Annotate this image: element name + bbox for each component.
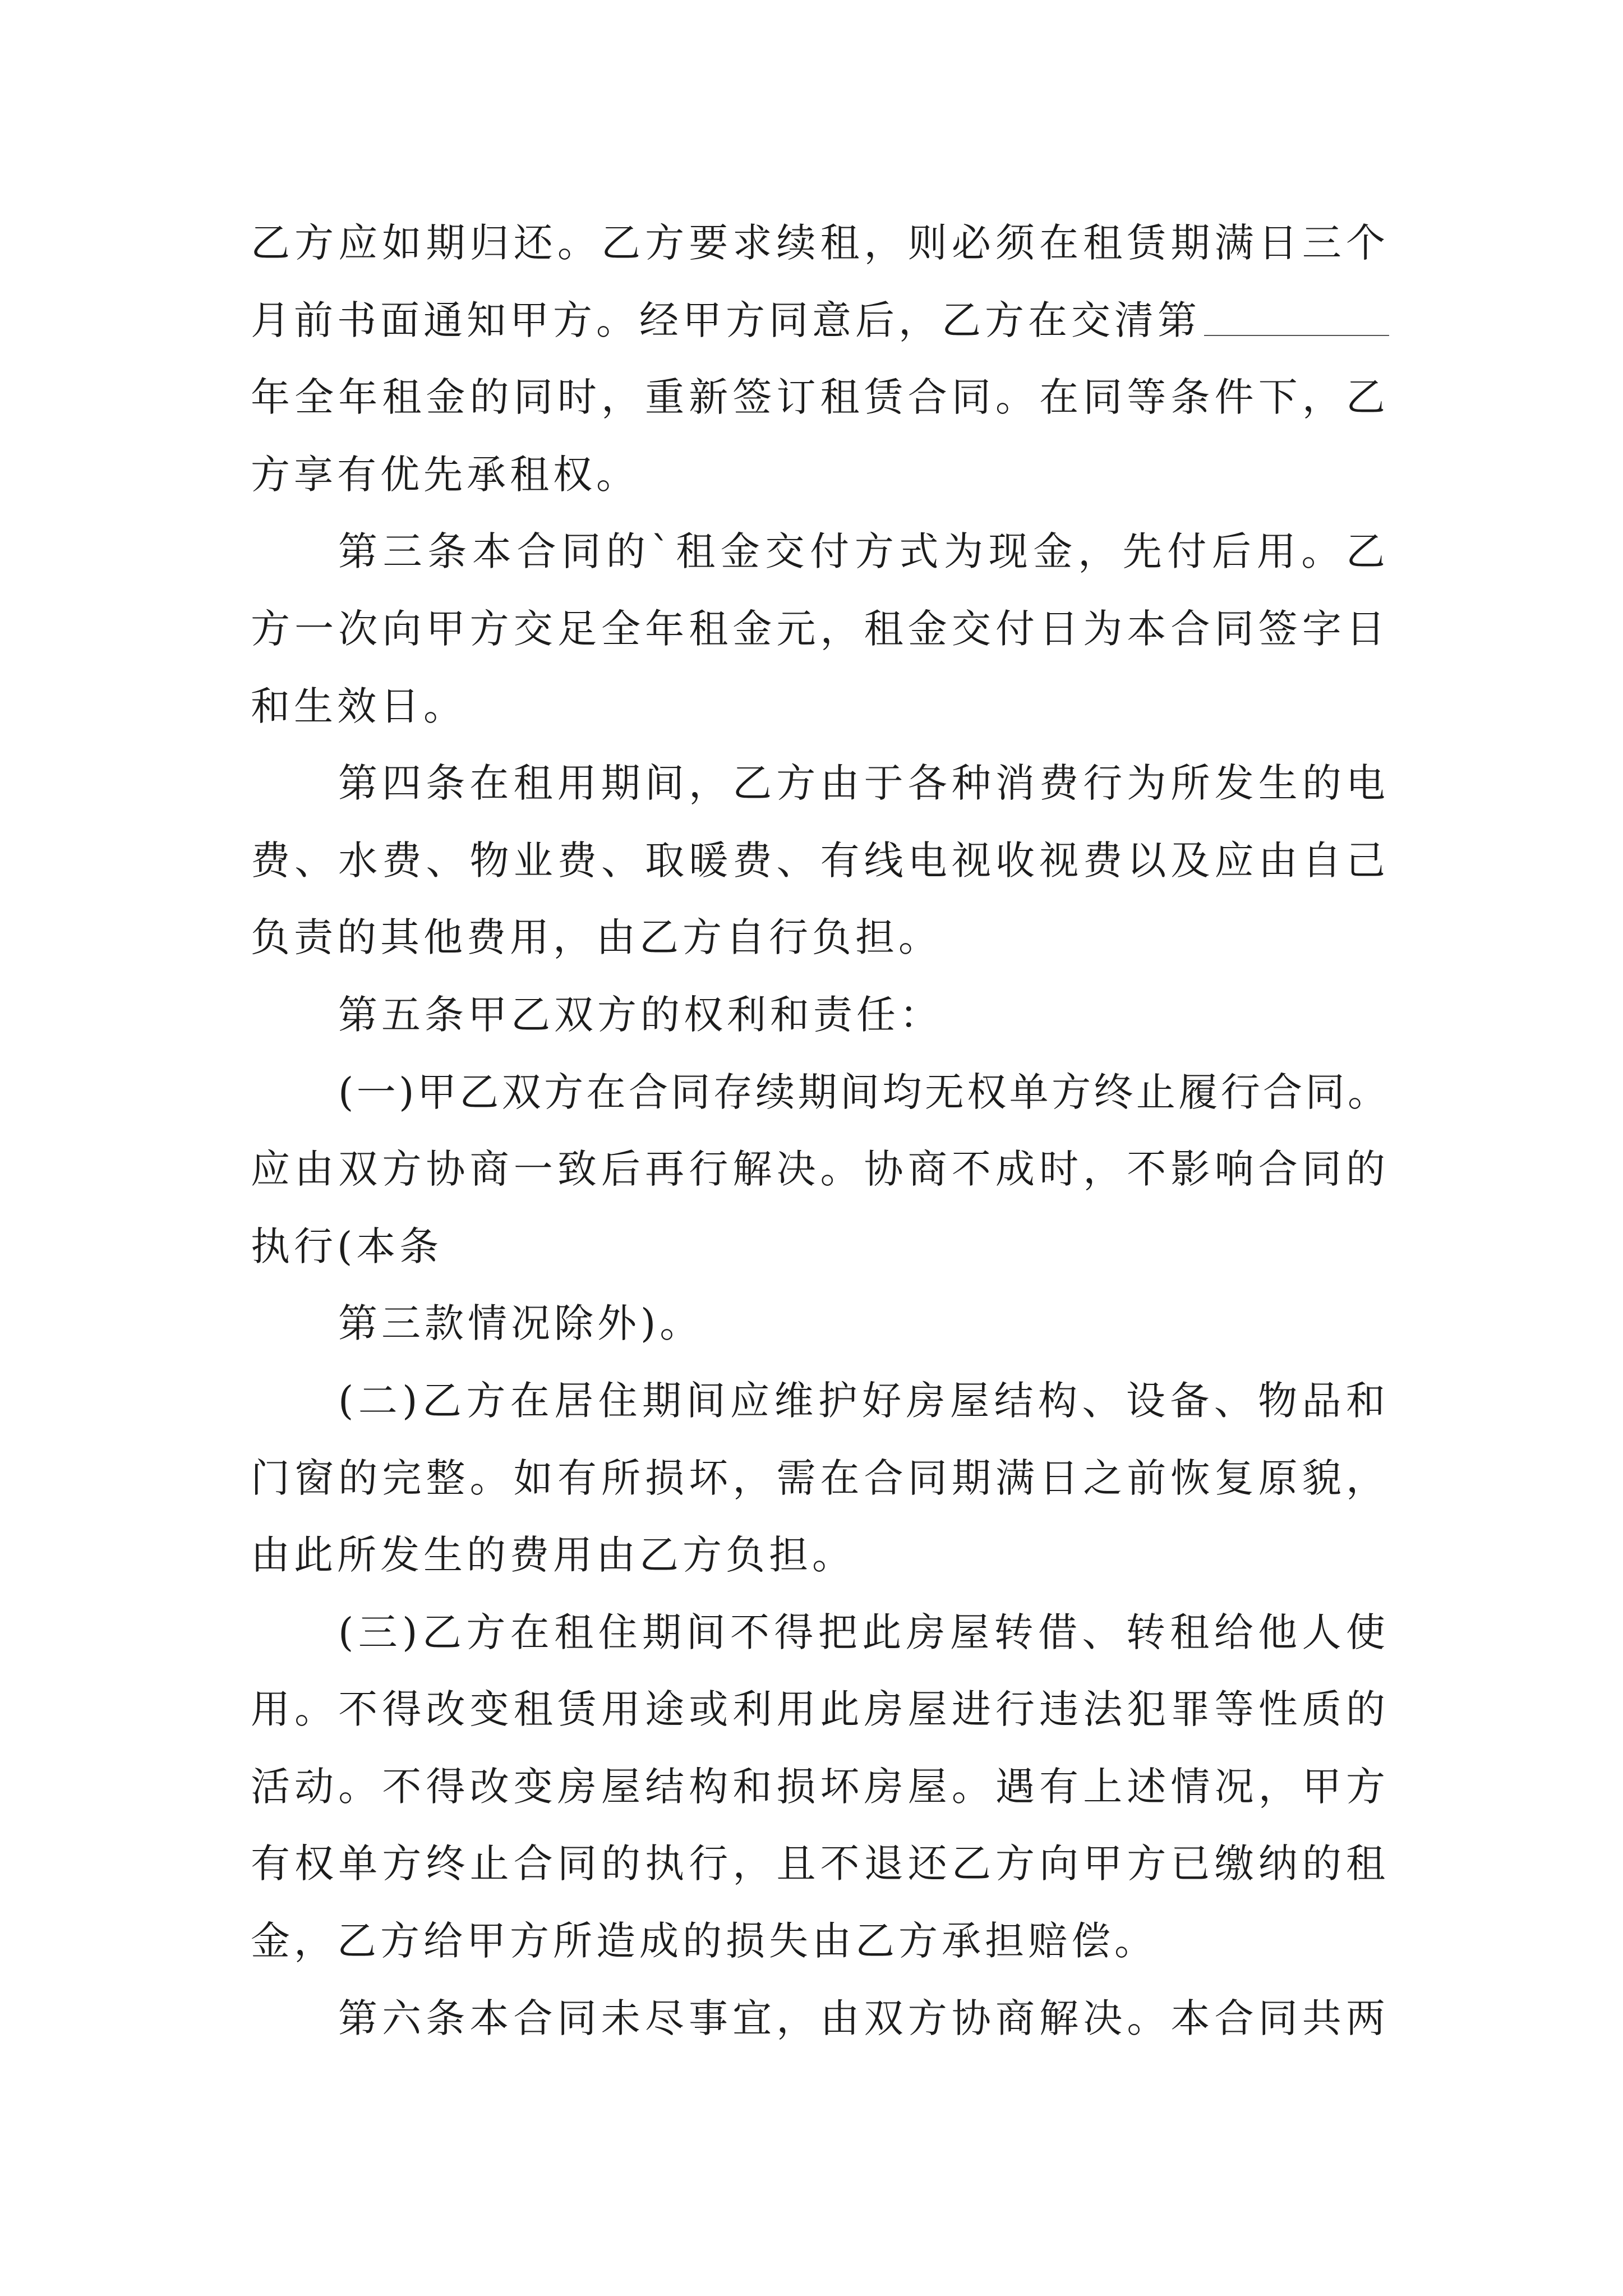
article-5-heading: 第五条甲乙双方的权利和责任： — [338, 991, 943, 1038]
text-line: 门窗的完整。如有所损坏，需在合同期满日之前恢复原貌， — [251, 1455, 1389, 1501]
text-line: 费、水费、物业费、取暖费、有线电视收视费以及应由自己 — [251, 837, 1389, 884]
text-line: 负责的其他费用，由乙方自行负担。 — [251, 914, 942, 961]
text-line-with-blank — [251, 282, 1389, 360]
clause-3-line: (三)乙方在租住期间不得把此房屋转借、转租给他人使 — [338, 1609, 1389, 1655]
text-line: 方一次向甲方交足全年租金元，租金交付日为本合同签字日 — [251, 605, 1389, 652]
text-line: 方享有优先承租权。 — [251, 451, 639, 498]
text-line: 金，乙方给甲方所造成的损失由乙方承担赔偿。 — [251, 1918, 1158, 1964]
article-6-line: 第六条本合同未尽事宜，由双方协商解决。本合同共两 — [338, 1995, 1389, 2041]
article-3-line: 第三条本合同的`租金交付方式为现金，先付后用。乙 — [338, 528, 1389, 575]
text-line: 乙方应如期归还。乙方要求续租，则必须在租赁期满日三个 — [251, 220, 1389, 266]
text-line: 有权单方终止合同的执行，且不退还乙方向甲方已缴纳的租 — [251, 1841, 1389, 1887]
text-line: 执行(本条 — [251, 1223, 443, 1269]
text-line: 和生效日。 — [251, 683, 467, 729]
text-line: 第三款情况除外)。 — [338, 1300, 703, 1347]
text-line: 活动。不得改变房屋结构和损坏房屋。遇有上述情况，甲方 — [251, 1763, 1389, 1810]
text-line: 由此所发生的费用由乙方负担。 — [251, 1532, 855, 1579]
clause-1-line: (一)甲乙双方在合同存续期间均无权单方终止履行合同。 — [338, 1069, 1389, 1115]
text-line: 用。不得改变租赁用途或利用此房屋进行违法犯罪等性质的 — [251, 1686, 1389, 1733]
text-line: 应由双方协商一致后再行解决。协商不成时，不影响合同的 — [251, 1146, 1389, 1193]
text-line: 月前书面通知甲方。经甲方同意后，乙方在交清第 — [251, 297, 1201, 343]
contract-text-block — [251, 205, 1389, 2057]
blank-underline — [1204, 282, 1389, 336]
text-line: 年全年租金的同时，重新签订租赁合同。在同等条件下，乙 — [251, 374, 1389, 421]
clause-2-line: (二)乙方在居住期间应维护好房屋结构、设备、物品和 — [338, 1377, 1389, 1424]
article-4-line: 第四条在租用期间，乙方由于各种消费行为所发生的电 — [338, 760, 1389, 807]
